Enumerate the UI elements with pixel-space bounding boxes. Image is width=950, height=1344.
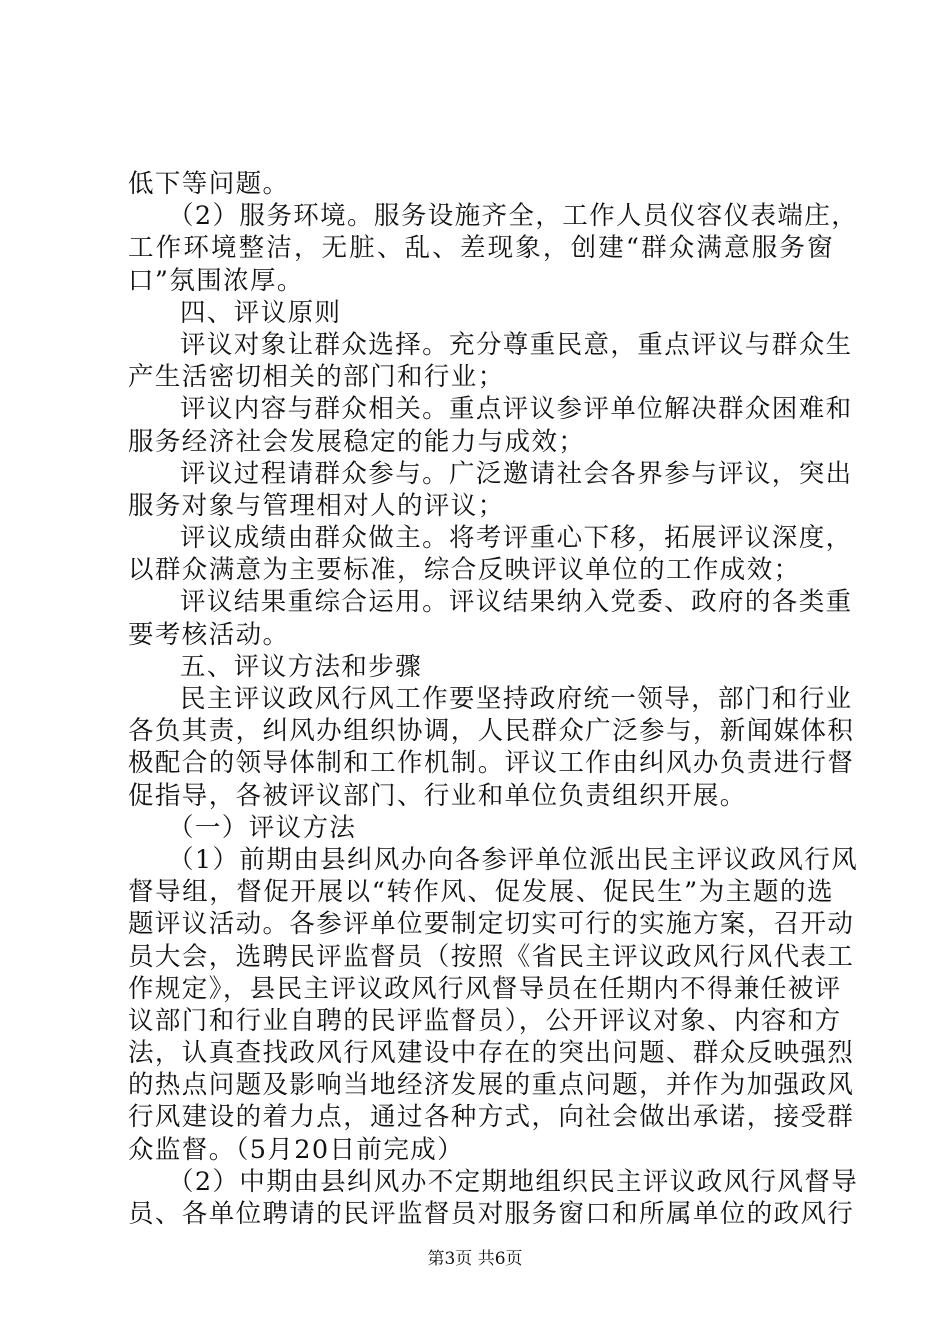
document-body (128, 168, 859, 1230)
text-line: 低下等问题。 (128, 169, 290, 199)
subsection-heading: （一）评议方法 (168, 812, 357, 843)
text-line: （2）中期由县纠风办不定期地组织民主评议政风行风督导 (168, 1166, 859, 1197)
section-heading: 四、评议原则 (180, 297, 342, 328)
text-line: 议部门和行业自聘的民评监督员），公开评议对象、内容和方 (128, 1005, 842, 1036)
text-line: 各负其责，纠风办组织协调，人民群众广泛参与，新闻媒体积 (128, 716, 855, 747)
text-line: （1）前期由县纠风办向各参评单位派出民主评议政风行风 (168, 844, 859, 875)
text-line: 员、各单位聘请的民评监督员对服务窗口和所属单位的政风行 (128, 1199, 855, 1229)
text-line: 工作环境整洁，无脏、乱、差现象，创建“群众满意服务窗 (128, 233, 834, 264)
text-line: 服务对象与管理相对人的评议； (128, 490, 505, 521)
text-line: 法，认真查找政风行风建设中存在的突出问题、群众反映强烈 (128, 1038, 855, 1069)
text-line: （2）服务环境。服务设施齐全，工作人员仪容仪表端庄， (168, 201, 859, 232)
text-line: 民主评议政风行风工作要坚持政府统一领导，部门和行业 (180, 684, 853, 714)
text-line: 员大会，选聘民评监督员（按照《省民主评议政风行风代表工 (128, 941, 855, 972)
text-line: 的热点问题及影响当地经济发展的重点问题，并作为加强政风 (128, 1070, 855, 1101)
text-line: 众监督。（5月20日前完成） (128, 1134, 465, 1165)
text-line: 评议结果重综合运用。评议结果纳入党委、政府的各类重 (180, 587, 853, 618)
text-line: 评议成绩由群众做主。将考评重心下移，拓展评议深度， (180, 523, 853, 554)
text-line: 要考核活动。 (128, 619, 290, 650)
text-line: 产生活密切相关的部门和行业； (128, 362, 505, 393)
text-line: 评议内容与群众相关。重点评议参评单位解决群众困难和 (180, 394, 853, 425)
page-number-footer: 第3页 共6页 (427, 1249, 523, 1269)
text-line: 服务经济社会发展稳定的能力与成效； (128, 426, 586, 457)
text-line: 极配合的领导体制和工作机制。评议工作由纠风办负责进行督 (128, 748, 855, 779)
text-line: 以群众满意为主要标准，综合反映评议单位的工作成效； (128, 555, 801, 586)
text-line: 评议过程请群众参与。广泛邀请社会各界参与评议，突出 (180, 458, 853, 489)
text-line: 口”氛围浓厚。 (128, 265, 304, 296)
section-heading: 五、评议方法和步骤 (180, 651, 423, 682)
text-line: 作规定》，县民主评议政风行风督导员在任期内不得兼任被评 (128, 973, 842, 1004)
text-line: 行风建设的着力点，通过各种方式，向社会做出承诺，接受群 (128, 1102, 855, 1133)
text-line: 评议对象让群众选择。充分尊重民意，重点评议与群众生 (180, 329, 853, 360)
text-line: 督导组，督促开展以“转作风、促发展、促民生”为主题的选 (128, 877, 834, 908)
text-line: 题评议活动。各参评单位要制定切实可行的实施方案，召开动 (128, 909, 855, 940)
text-line: 促指导，各被评议部门、行业和单位负责组织开展。 (128, 780, 747, 811)
